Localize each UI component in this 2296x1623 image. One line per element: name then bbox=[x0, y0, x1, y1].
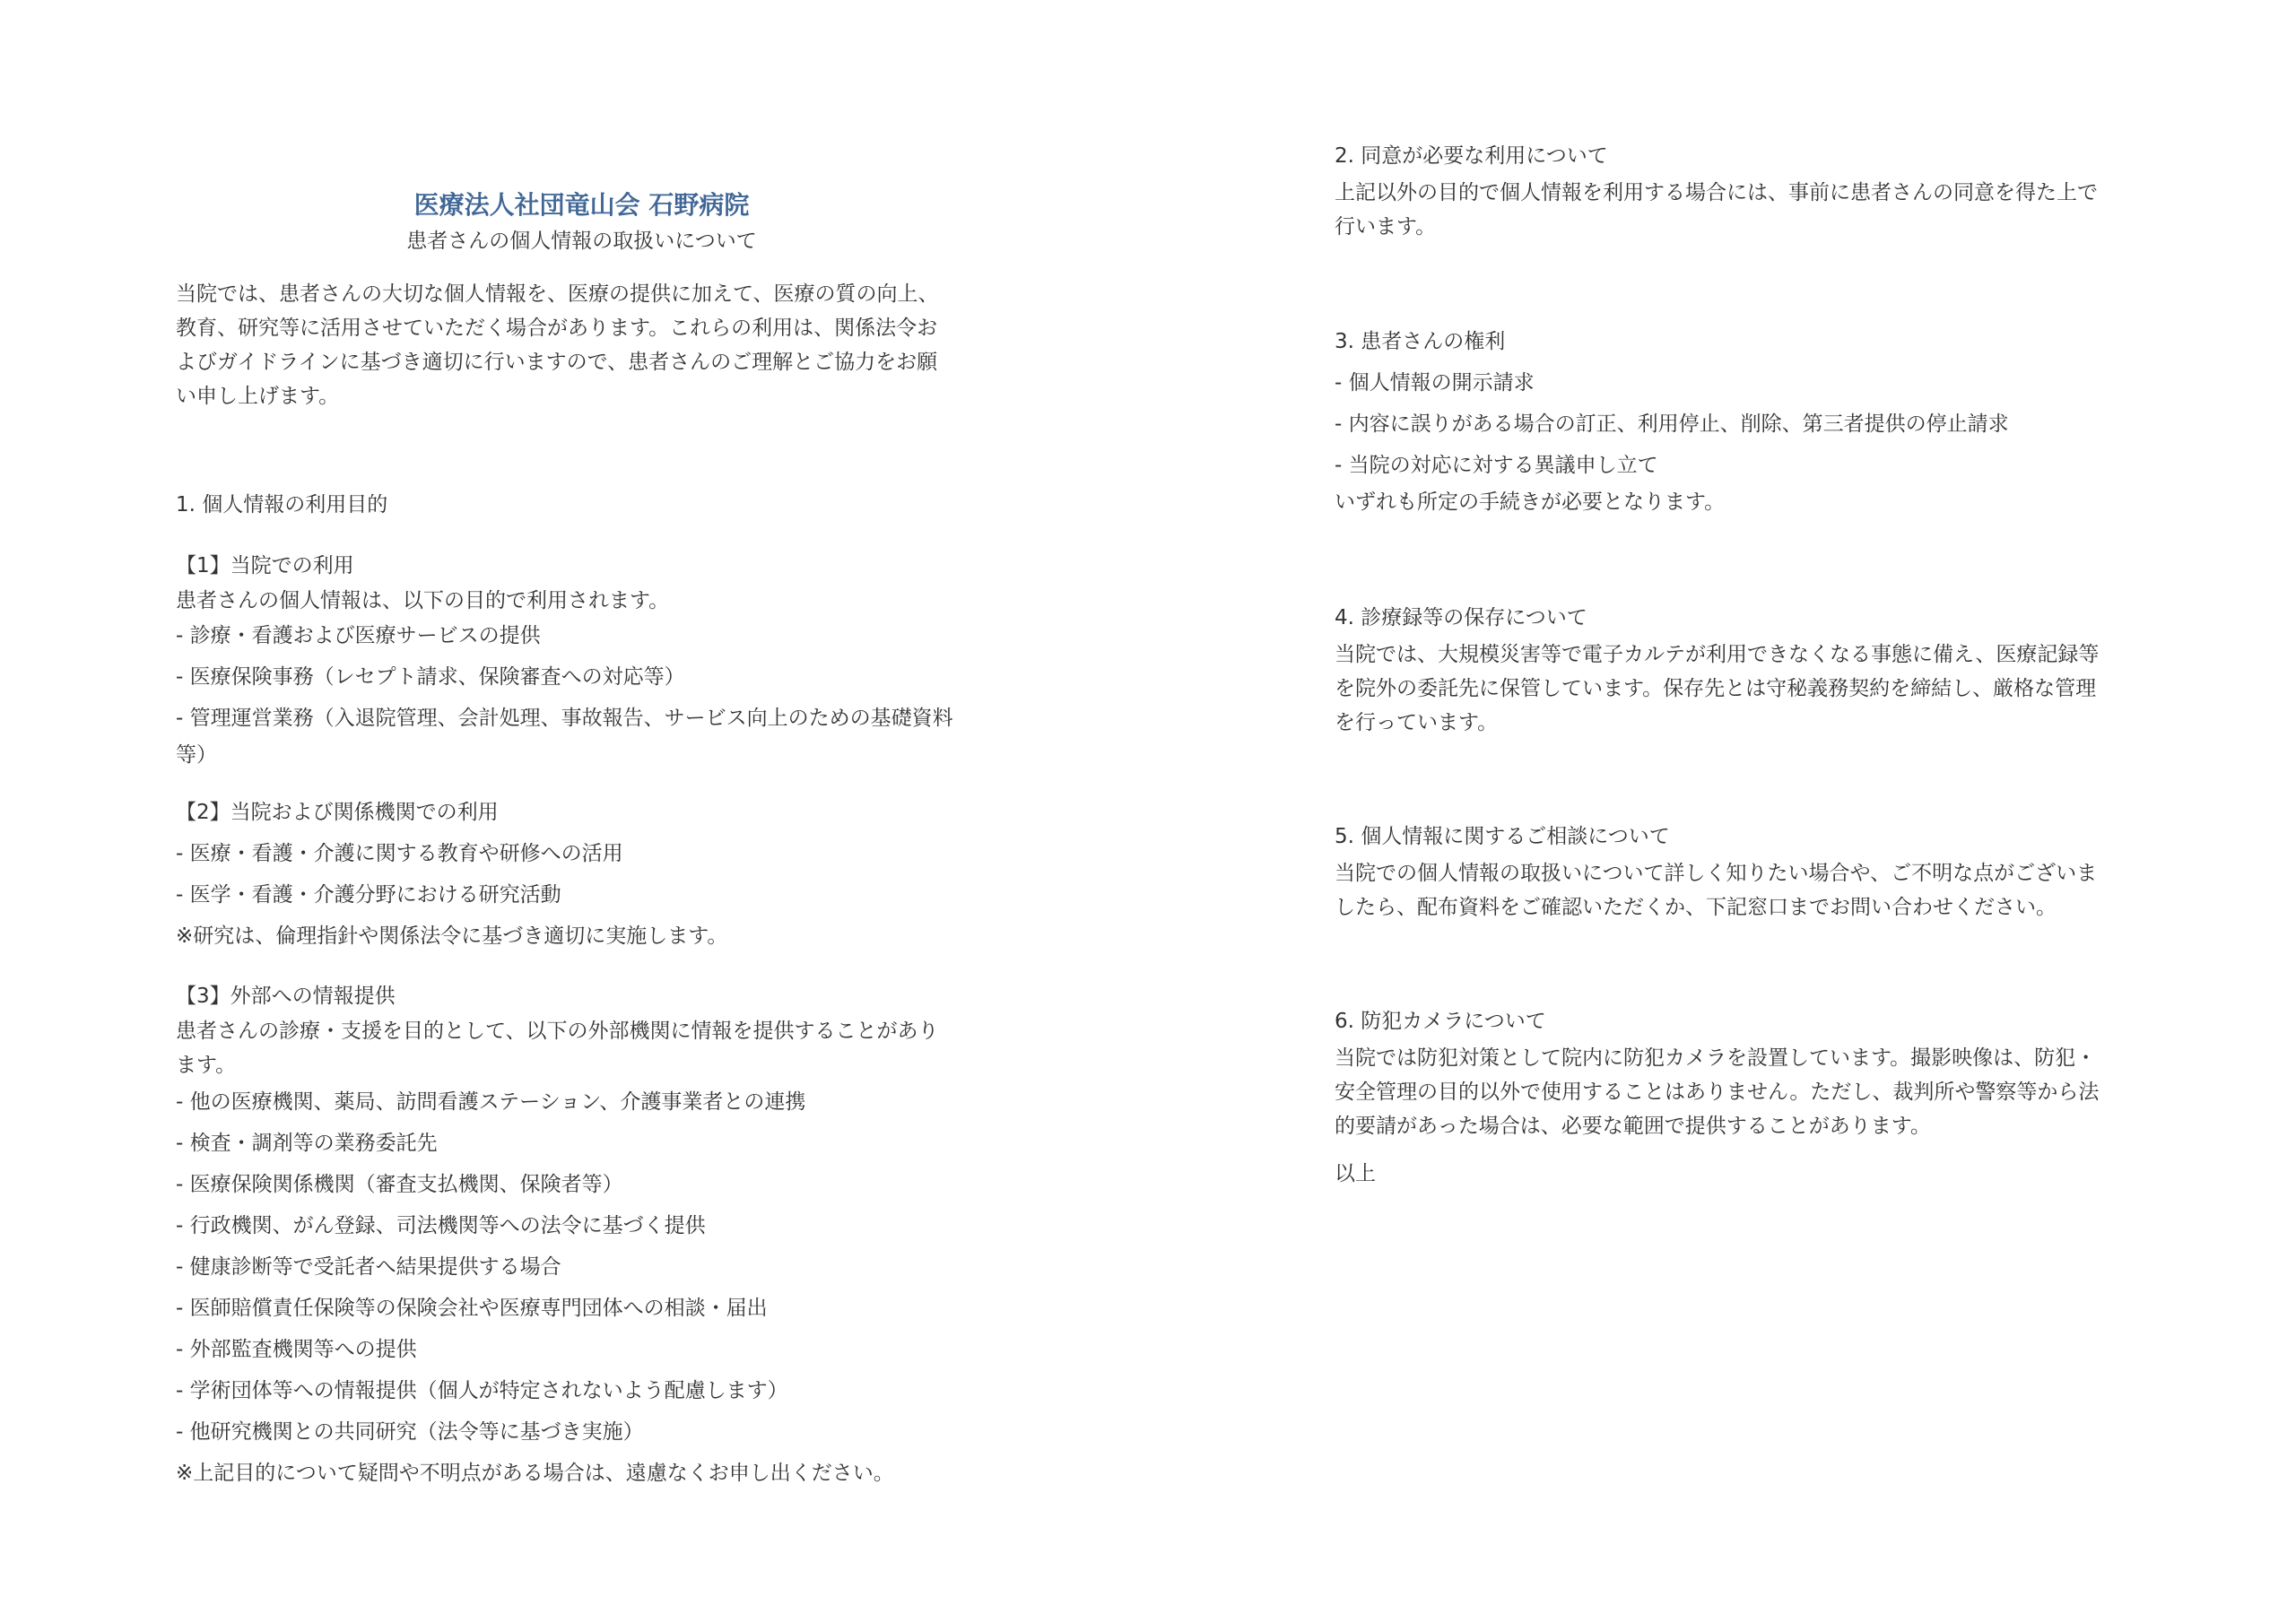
list-item: - 他の医療機関、薬局、訪問看護ステーション、介護事業者との連携 bbox=[176, 1090, 806, 1114]
section6-body-line: 当院では防犯対策として院内に防犯カメラを設置しています。撮影映像は、防犯・ bbox=[1335, 1046, 2097, 1070]
list-item: - 医療保険事務（レセプト請求、保険審査への対応等） bbox=[176, 665, 685, 689]
list-item: - 管理運営業務（入退院管理、会計処理、事故報告、サービス向上のための基礎資料 bbox=[176, 707, 953, 730]
list-item: - 医師賠償責任保険等の保険会社や医療専門団体への相談・届出 bbox=[176, 1297, 768, 1320]
doc-subtitle: 患者さんの個人情報の取扱いについて bbox=[406, 230, 757, 253]
section4-heading: 4. 診療録等の保存について bbox=[1335, 606, 1587, 629]
list-item: - 学術団体等への情報提供（個人が特定されないよう配慮します） bbox=[176, 1379, 788, 1402]
list-item: - 医療保険関係機関（審査支払機関、保険者等） bbox=[176, 1173, 623, 1196]
sub3-heading: 【3】外部への情報提供 bbox=[176, 985, 396, 1008]
section3-heading: 3. 患者さんの権利 bbox=[1335, 330, 1506, 353]
sub3-lead-line: 患者さんの診療・支援を目的として、以下の外部機関に情報を提供することがあり bbox=[176, 1020, 939, 1043]
section2-body-line: 上記以外の目的で個人情報を利用する場合には、事前に患者さんの同意を得た上で bbox=[1335, 181, 2098, 204]
list-item: - 内容に誤りがある場合の訂正、利用停止、削除、第三者提供の停止請求 bbox=[1335, 412, 2009, 436]
section4-body-line: を院外の委託先に保管しています。保存先とは守秘義務契約を締結し、厳格な管理 bbox=[1335, 677, 2097, 700]
section2-body-line: 行います。 bbox=[1335, 215, 1437, 239]
section1-heading: 1. 個人情報の利用目的 bbox=[176, 493, 388, 516]
closing-text: 以上 bbox=[1335, 1162, 1376, 1185]
list-item: - 診療・看護および医療サービスの提供 bbox=[176, 624, 541, 647]
sub1-heading: 【1】当院での利用 bbox=[176, 554, 354, 577]
list-item: - 健康診断等で受託者へ結果提供する場合 bbox=[176, 1255, 561, 1279]
section4-body-line: 当院では、大規模災害等で電子カルテが利用できなくなる事態に備え、医療記録等 bbox=[1335, 643, 2100, 666]
section5-body-line: 当院での個人情報の取扱いについて詳しく知りたい場合や、ご不明な点がございま bbox=[1335, 862, 2098, 885]
list-item: 等） bbox=[176, 743, 217, 767]
list-item: - 他研究機関との共同研究（法令等に基づき実施） bbox=[176, 1420, 644, 1444]
section6-heading: 6. 防犯カメラについて bbox=[1335, 1010, 1546, 1033]
sub1-lead: 患者さんの個人情報は、以下の目的で利用されます。 bbox=[176, 589, 670, 612]
section3-note: いずれも所定の手続きが必要となります。 bbox=[1335, 490, 1726, 514]
section6-body-line: 的要請があった場合は、必要な範囲で提供することがあります。 bbox=[1335, 1115, 1931, 1138]
section4-body-line: を行っています。 bbox=[1335, 711, 1499, 734]
list-item: - 医療・看護・介護に関する教育や研修への活用 bbox=[176, 842, 623, 865]
section6-body-line: 安全管理の目的以外で使用することはありません。ただし、裁判所や警察等から法 bbox=[1335, 1081, 2100, 1104]
intro-line: い申し上げます。 bbox=[176, 385, 340, 408]
list-item: - 医学・看護・介護分野における研究活動 bbox=[176, 883, 561, 907]
section5-body-line: したら、配布資料をご確認いただくか、下記窓口までお問い合わせください。 bbox=[1335, 896, 2057, 919]
sub2-note: ※研究は、倫理指針や関係法令に基づき適切に実施します。 bbox=[176, 924, 728, 948]
intro-line: よびガイドラインに基づき適切に行いますので、患者さんのご理解とご協力をお願 bbox=[176, 351, 938, 374]
org-title: 医療法人社団竜山会 石野病院 bbox=[413, 190, 750, 220]
list-item: - 行政機関、がん登録、司法機関等への法令に基づく提供 bbox=[176, 1214, 706, 1237]
section5-heading: 5. 個人情報に関するご相談について bbox=[1335, 825, 1670, 848]
list-item: - 個人情報の開示請求 bbox=[1335, 371, 1535, 395]
list-item: - 検査・調剤等の業務委託先 bbox=[176, 1132, 438, 1155]
sub3-lead-line: ます。 bbox=[176, 1054, 237, 1077]
intro-line: 教育、研究等に活用させていただく場合があります。これらの利用は、関係法令お bbox=[176, 317, 938, 340]
list-item: - 外部監査機関等への提供 bbox=[176, 1338, 417, 1361]
section2-heading: 2. 同意が必要な利用について bbox=[1335, 144, 1608, 168]
list-item: - 当院の対応に対する異議申し立て bbox=[1335, 454, 1658, 477]
intro-line: 当院では、患者さんの大切な個人情報を、医療の提供に加えて、医療の質の向上、 bbox=[176, 282, 939, 306]
sub2-heading: 【2】当院および関係機関での利用 bbox=[176, 801, 499, 824]
sub3-note: ※上記目的について疑問や不明点がある場合は、遠慮なくお申し出ください。 bbox=[176, 1462, 894, 1485]
